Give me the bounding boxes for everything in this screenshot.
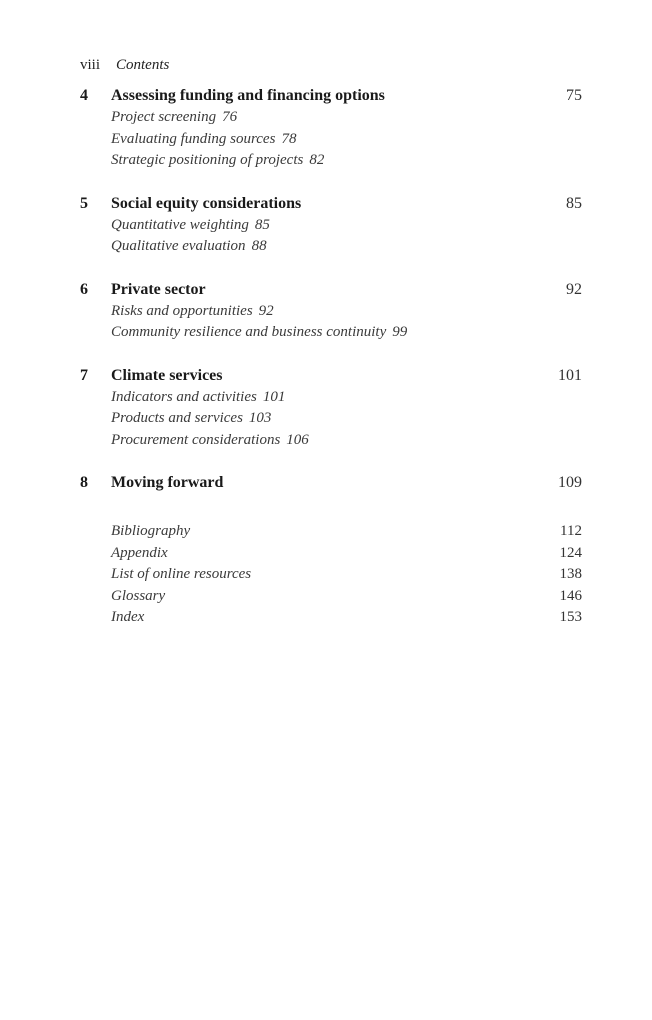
section-page-number: 85 [254, 216, 270, 233]
chapter-number: 7 [80, 366, 88, 384]
chapter-page-number: 75 [566, 87, 582, 104]
backmatter-title: Bibliography [111, 523, 191, 539]
running-head [80, 55, 169, 75]
page-folio: viii [80, 57, 101, 73]
backmatter-item [111, 521, 582, 543]
toc-section [111, 301, 582, 323]
running-head-title: Contents [116, 57, 170, 73]
section-title: Evaluating funding sources [111, 130, 276, 147]
section-page-number: 99 [392, 324, 408, 340]
section-list [80, 387, 582, 452]
chapter-title: Moving forward [111, 474, 224, 491]
toc-section [111, 150, 582, 172]
chapter-heading [80, 85, 582, 107]
toc-chapter [80, 193, 582, 258]
backmatter-title: Index [111, 609, 145, 626]
toc-chapter [80, 365, 582, 452]
section-page-number: 76 [222, 109, 238, 125]
section-title: Project screening [111, 109, 217, 125]
toc-section [111, 107, 582, 129]
section-title: Community resilience and business continuity [111, 324, 387, 340]
toc-section [111, 430, 582, 452]
backmatter-title: Appendix [111, 544, 168, 561]
backmatter-page-number: 138 [559, 566, 582, 583]
table-of-contents [80, 85, 582, 515]
section-title: Qualitative evaluation [111, 238, 246, 254]
chapter-page-number: 101 [558, 366, 582, 384]
section-title: Products and services [111, 410, 243, 426]
backmatter-title: Glossary [111, 587, 166, 604]
backmatter-item [111, 543, 582, 565]
section-list [80, 215, 582, 258]
chapter-heading [80, 472, 582, 494]
section-page-number: 106 [286, 431, 309, 448]
section-title: Strategic positioning of projects [111, 152, 304, 168]
backmatter-list [111, 521, 582, 629]
toc-chapter [80, 279, 582, 344]
chapter-page-number: 85 [566, 194, 582, 212]
chapter-number: 5 [80, 194, 88, 212]
toc-chapter [80, 472, 582, 494]
chapter-number: 8 [80, 474, 88, 491]
chapter-title: Social equity considerations [111, 194, 302, 212]
chapter-heading [80, 279, 582, 301]
toc-section [111, 236, 582, 258]
toc-section [111, 408, 582, 430]
chapter-title: Assessing funding and financing options [111, 87, 385, 104]
toc-chapter [80, 85, 582, 172]
chapter-title: Climate services [111, 366, 223, 384]
toc-section [111, 322, 582, 344]
chapter-heading [80, 365, 582, 387]
backmatter-page-number: 112 [560, 523, 582, 539]
toc-section [111, 129, 582, 151]
section-page-number: 88 [251, 238, 267, 254]
chapter-page-number: 92 [566, 280, 582, 298]
section-page-number: 103 [248, 410, 272, 426]
section-list [80, 301, 582, 344]
backmatter-item [111, 564, 582, 586]
section-page-number: 92 [258, 302, 274, 319]
backmatter-page-number: 153 [559, 609, 582, 626]
backmatter-title: List of online resources [111, 566, 252, 583]
chapter-title: Private sector [111, 280, 206, 298]
backmatter-item [111, 607, 582, 629]
section-page-number: 82 [309, 152, 325, 168]
backmatter-page-number: 146 [559, 587, 582, 604]
toc-section [111, 387, 582, 409]
section-title: Procurement considerations [111, 431, 281, 448]
section-page-number: 101 [262, 388, 286, 405]
section-title: Risks and opportunities [111, 302, 253, 319]
chapter-number: 6 [80, 280, 88, 298]
backmatter-page-number: 124 [559, 544, 582, 561]
chapter-number: 4 [80, 87, 88, 104]
section-title: Quantitative weighting [111, 216, 249, 233]
chapter-page-number: 109 [558, 474, 582, 491]
section-page-number: 78 [281, 130, 297, 147]
backmatter-item [111, 586, 582, 608]
chapter-heading [80, 193, 582, 215]
section-list [80, 107, 582, 172]
toc-section [111, 215, 582, 237]
section-title: Indicators and activities [111, 388, 257, 405]
